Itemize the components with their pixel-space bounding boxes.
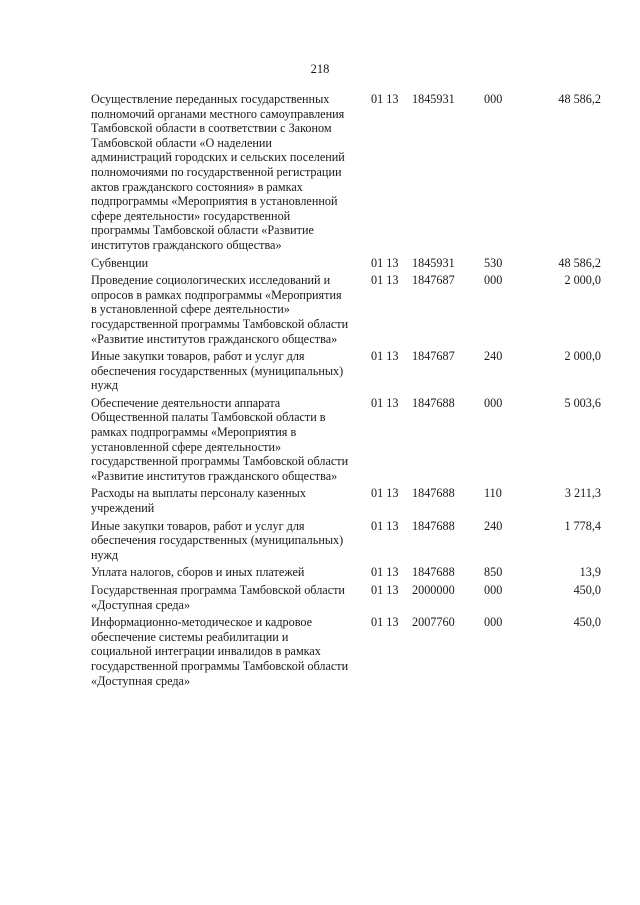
row-type: 000 [484, 273, 503, 288]
row-amount: 3 211,3 [564, 486, 601, 501]
row-target: 1847688 [412, 395, 455, 410]
row-name: Иные закупки товаров, работ и услуг для обеспечения государственных (муниципальных) нужд [91, 349, 344, 393]
table-row [91, 615, 601, 688]
row-type: 530 [484, 255, 503, 270]
row-name: Обеспечение деятельности аппарата Общественной палаты Тамбовской области в рамках подпрограммы «Мероприятия в установленной сфере деятельности» государственной программы Тамбовской области «Развитие институтов гражданского общества» [91, 395, 349, 483]
page-number: 218 [310, 62, 330, 76]
row-name: Осуществление переданных государственных полномочий органами местного самоуправления Тамбовской области в соответствии с Законом Тамбовской области «О наделении администраций городских и сельских поселений полномочиями по государственной регистрации актов гражданского состояния» в рамках подпрограммы «Мероприятия в установленной сфере деятельности» государственной программы Тамбовской области «Развитие институтов гражданского общества» [91, 92, 345, 252]
row-section: 01 13 [371, 349, 399, 364]
row-amount: 48 586,2 [558, 92, 601, 106]
row-section: 01 13 [371, 395, 399, 410]
row-amount: 2 000,0 [564, 273, 601, 288]
row-amount: 1 778,4 [564, 518, 601, 533]
row-type: 000 [484, 395, 503, 410]
row-type: 000 [484, 615, 503, 630]
row-target: 1847687 [412, 349, 455, 364]
row-target: 1847687 [412, 273, 455, 288]
row-target: 1845931 [412, 92, 455, 106]
row-section: 01 13 [371, 565, 399, 580]
row-type: 000 [484, 92, 503, 106]
row-section: 01 13 [371, 273, 399, 288]
row-name: Государственная программа Тамбовской области «Доступная среда» [91, 583, 345, 612]
row-section: 01 13 [371, 92, 399, 106]
row-type: 110 [484, 486, 502, 501]
row-target: 1847688 [412, 518, 455, 533]
table-row [91, 565, 601, 580]
row-section: 01 13 [371, 615, 399, 630]
row-type: 240 [484, 518, 503, 533]
row-section: 01 13 [371, 583, 399, 597]
row-target: 1845931 [412, 255, 455, 270]
row-amount: 450,0 [573, 615, 601, 630]
row-name: Уплата налогов, сборов и иных платежей [91, 565, 305, 580]
table-row [91, 583, 601, 612]
row-amount: 48 586,2 [558, 255, 601, 270]
row-amount: 13,9 [579, 565, 601, 580]
row-name: Расходы на выплаты персоналу казенных учреждений [91, 486, 306, 516]
row-name: Информационно-методическое и кадровое обеспечение системы реабилитации и социальной интеграции инвалидов в рамках государственной программы Тамбовской области «Доступная среда» [91, 615, 349, 688]
row-target: 2007760 [412, 615, 455, 630]
budget-table [91, 92, 601, 691]
table-row [91, 486, 601, 515]
table-row [91, 273, 601, 346]
table-row [91, 349, 601, 393]
row-section: 01 13 [371, 518, 399, 533]
row-type: 850 [484, 565, 503, 580]
row-name: Проведение социологических исследований и опросов в рамках подпрограммы «Мероприятия в установленной сфере деятельности» государственной программы Тамбовской области «Развитие институтов гражданского общества» [91, 273, 349, 346]
row-type: 240 [484, 349, 503, 364]
row-amount: 450,0 [573, 583, 601, 597]
row-name: Иные закупки товаров, работ и услуг для обеспечения государственных (муниципальных) нужд [91, 518, 344, 562]
row-amount: 2 000,0 [564, 349, 601, 364]
table-row [91, 519, 601, 563]
table-row [91, 396, 601, 484]
row-type: 000 [484, 583, 503, 597]
row-section: 01 13 [371, 255, 399, 270]
row-target: 1847688 [412, 486, 455, 501]
row-name: Субвенции [91, 255, 149, 270]
table-row [91, 92, 601, 253]
table-row [91, 256, 601, 271]
row-amount: 5 003,6 [564, 395, 601, 410]
row-target: 2000000 [412, 583, 455, 597]
row-target: 1847688 [412, 565, 455, 580]
row-section: 01 13 [371, 486, 399, 501]
